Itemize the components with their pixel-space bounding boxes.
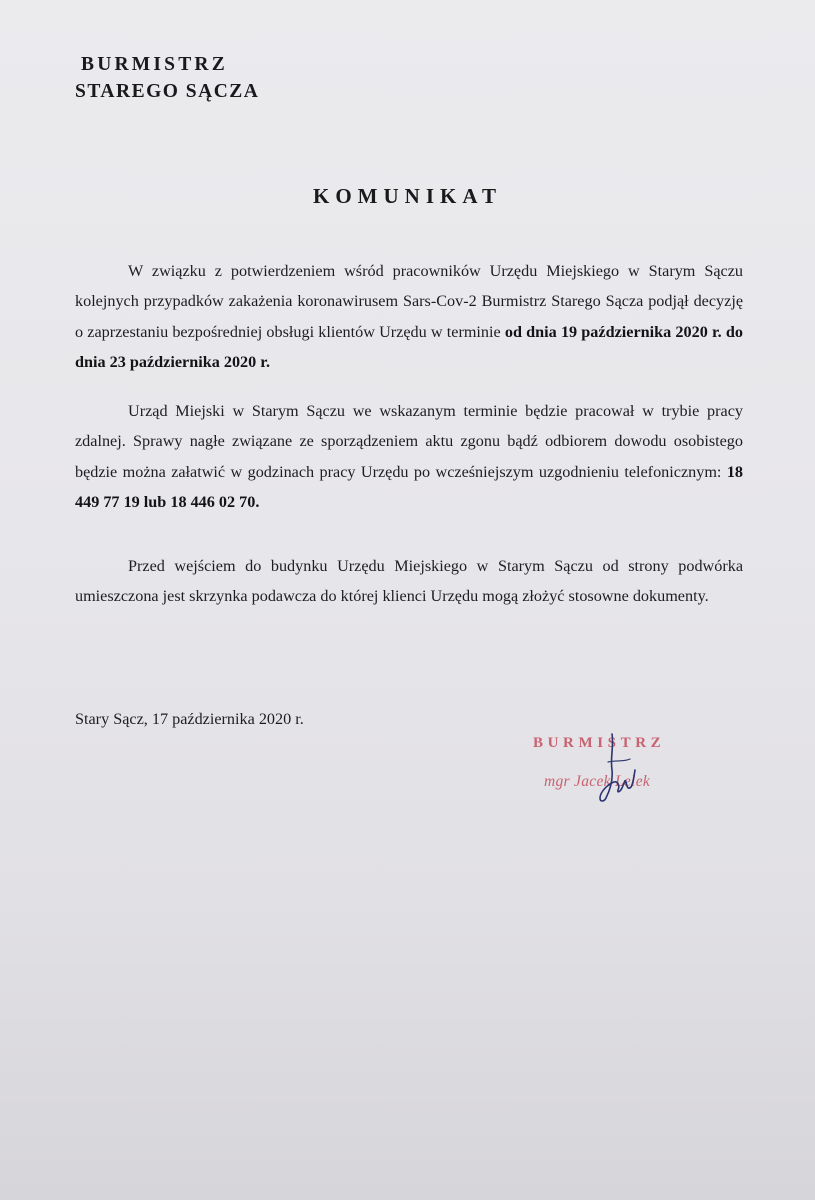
paragraph-3-text: Przed wejściem do budynku Urzędu Miejskiego w Starym Sączu od strony podwórka umieszczona jest skrzynka podawcza do której klienci Urzędu mogą złożyć stosowne dokumenty. [75,557,743,606]
letterhead [75,51,259,105]
handwritten-signature [590,732,650,807]
stamp-name: mgr Jacek Lelek [544,773,651,790]
paragraph-3 [75,551,743,612]
paragraph-1 [75,256,743,377]
document-title: KOMUNIKAT [313,184,502,208]
paragraph-2-text: Urząd Miejski w Starym Sączu we wskazanym terminie będzie pracował w trybie pracy zdalnej. Sprawy nagłe związane ze sporządzeniem aktu zgonu bądź odbiorem dowodu osobistego będzie można załatwić w godzinach pracy Urzędu po wcześniejszym uzgodnieniu telefonicznym: [75,402,743,481]
place-and-date: Stary Sącz, 17 października 2020 r. [75,710,304,728]
letterhead-line-2: STAREGO SĄCZA [75,81,260,102]
paragraph-1-bold-dates: od dnia 19 października 2020 r. do dnia 23 października 2020 r. [75,322,743,371]
paragraph-2-bold-phones: 18 449 77 19 lub 18 446 02 70. [75,462,743,511]
official-stamp [520,730,740,810]
letterhead-line-1: BURMISTRZ [81,54,228,75]
paragraph-1-text: W związku z potwierdzeniem wśród pracowników Urzędu Miejskiego w Starym Sączu kolejnych przypadków zakażenia koronawirusem Sars-Cov-2 Burmistrz Starego Sącza podjął decyzję o zaprzestaniu bezpośredniej obsługi klientów Urzędu w terminie [75,262,743,341]
stamp-title: BURMISTRZ [533,735,666,751]
paragraph-2 [75,396,743,517]
